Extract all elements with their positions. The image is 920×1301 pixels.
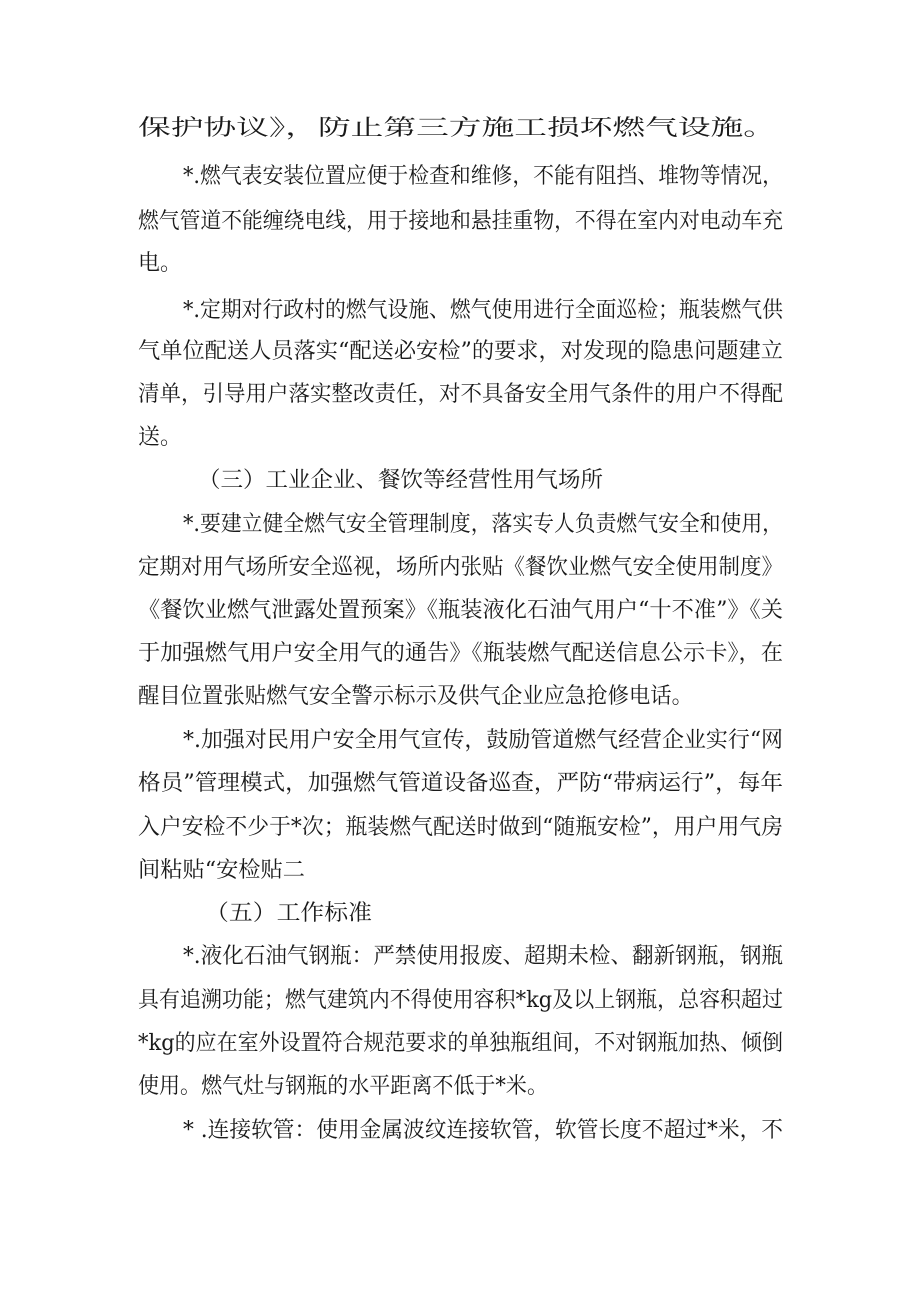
text-line: 电。 — [138, 251, 182, 276]
section-heading: （三）工业企业、餐饮等经营性用气场所 — [198, 468, 603, 493]
text-line: *.要建立健全燃气安全管理制度，落实专人负责燃气安全和使用， — [183, 512, 783, 537]
text-line: 定期对用气场所安全巡视，场所内张贴《餐饮业燃气安全使用制度》 — [138, 555, 783, 580]
section-heading: （五）工作标准 — [205, 901, 372, 926]
text-line: 入户安检不少于*次；瓶装燃气配送时做到“随瓶安检”，用户用气房 — [138, 815, 783, 840]
text-line: 间粘贴“安检贴二 — [138, 858, 305, 883]
text-line: *.液化石油气钢瓶：严禁使用报废、超期未检、翻新钢瓶，钢瓶 — [183, 944, 783, 969]
text-line: 使用。燃气灶与钢瓶的水平距离不低于*米。 — [138, 1074, 548, 1099]
text-line: 保护协议》，防止第三方施工损坏燃气设施。 — [138, 116, 776, 141]
text-line: 《餐饮业燃气泄露处置预案》《瓶装液化石油气用户“十不准”》《关 — [138, 598, 783, 623]
text-line: * .连接软管：使用金属波纹连接软管，软管长度不超过*米，不 — [183, 1118, 783, 1143]
text-line: 清单，引导用户落实整改责任，对不具备安全用气条件的用户不得配 — [138, 382, 783, 407]
text-line: 格员”管理模式，加强燃气管道设备巡查，严防“带病运行”，每年 — [138, 771, 783, 796]
text-line: 具有追溯功能；燃气建筑内不得使用容积*kg及以上钢瓶，总容积超过 — [138, 988, 783, 1013]
text-line: 气单位配送人员落实“配送必安检”的要求，对发现的隐患问题建立 — [138, 339, 783, 364]
text-line: *.燃气表安装位置应便于检查和维修，不能有阻挡、堆物等情况， — [183, 164, 783, 189]
text-line: 醒目位置张贴燃气安全警示标示及供气企业应急抢修电话。 — [138, 684, 693, 709]
text-line: *.加强对民用户安全用气宣传，鼓励管道燃气经营企业实行“网 — [183, 728, 783, 753]
text-line: 送。 — [138, 425, 182, 450]
text-line: *.定期对行政村的燃气设施、燃气使用进行全面巡检；瓶装燃气供 — [183, 298, 783, 323]
text-line: 燃气管道不能缠绕电线，用于接地和悬挂重物，不得在室内对电动车充 — [138, 209, 783, 234]
text-line: *kg的应在室外设置符合规范要求的单独瓶组间，不对钢瓶加热、倾倒 — [138, 1031, 783, 1056]
text-line: 于加强燃气用户安全用气的通告》《瓶装燃气配送信息公示卡》，在 — [138, 641, 783, 666]
